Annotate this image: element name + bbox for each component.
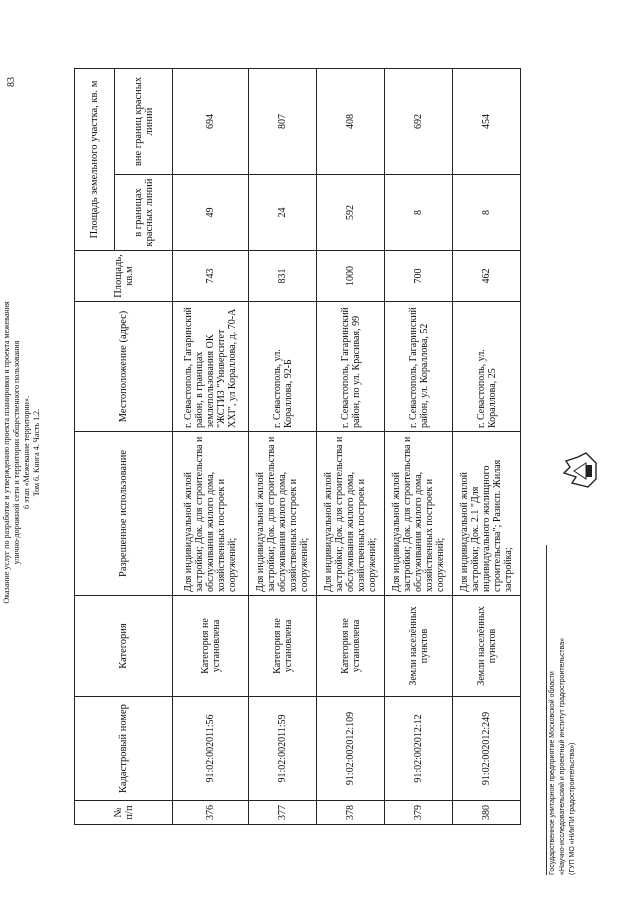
table-row — [317, 68, 385, 824]
cell-within: 8 — [385, 175, 453, 251]
footer-line-1: Государственное унитарное предприятие Московской области — [549, 671, 556, 875]
cell-cadastral: 91:02:002011:59 — [249, 697, 317, 801]
header-within: в границах красных линий — [115, 175, 173, 251]
cell-num: 380 — [453, 801, 521, 825]
header-permitted-use: Разрешенное использование — [75, 432, 173, 596]
table-row — [173, 68, 249, 824]
header-line-4: Том 6. Книга 4. Часть 1.2. — [32, 408, 41, 497]
header-line-1: Оказание услуг по разработке и утверждению проекта планировки и проекта межевания — [2, 301, 11, 604]
cell-area: 831 — [249, 251, 317, 302]
cell-outside: 807 — [249, 68, 317, 174]
header-category: Категория — [75, 596, 173, 697]
cell-category: Земли населённых пунктов — [453, 596, 521, 697]
footer-organization — [548, 638, 578, 875]
cell-area: 700 — [385, 251, 453, 302]
cell-area: 1000 — [317, 251, 385, 302]
cell-within: 49 — [173, 175, 249, 251]
footer-line-3: (ГУП МО «НИиПИ градостроительства») — [569, 742, 576, 875]
header-land-area: Площадь земельного участка, кв. м — [75, 68, 115, 250]
cell-num: 379 — [385, 801, 453, 825]
cell-cadastral: 91:02:002012:249 — [453, 697, 521, 801]
document-header — [2, 0, 42, 905]
institute-logo-icon — [558, 449, 602, 493]
cell-area: 743 — [173, 251, 249, 302]
header-cadastral: Кадастровый номер — [75, 697, 173, 801]
header-num: № п/п — [75, 801, 173, 825]
page-number: 83 — [6, 77, 17, 87]
cell-outside: 692 — [385, 68, 453, 174]
cell-category: Категория не установлена — [173, 596, 249, 697]
footer-divider — [546, 545, 547, 875]
cell-use: Для индивидуальной жилой застройки; Док. 2.1 "Для индивидуального жилищного строительства"; Разисп. Жилая застройка; — [453, 432, 521, 596]
header-location: Местоположение (адрес) — [75, 302, 173, 432]
cell-use: Для индивидуальной жилой застройки; Док. для строительства и обслуживания жилого дома, хозяйственных построек и сооружений; — [173, 432, 249, 596]
cell-use: Для индивидуальной жилой застройки; Док. для строительства и обслуживания жилого дома, хозяйственных построек и сооружений; — [317, 432, 385, 596]
cell-category: Категория не установлена — [249, 596, 317, 697]
cell-outside: 408 — [317, 68, 385, 174]
cell-location: г. Севастополь, Гагаринский район, ул. Кораллова, 52 — [385, 302, 453, 432]
cell-category: Категория не установлена — [317, 596, 385, 697]
cell-outside: 694 — [173, 68, 249, 174]
table-row — [385, 68, 453, 824]
cell-area: 462 — [453, 251, 521, 302]
table-row — [249, 68, 317, 824]
land-plots-table — [74, 68, 521, 825]
cell-num: 376 — [173, 801, 249, 825]
cell-outside: 454 — [453, 68, 521, 174]
cell-cadastral: 91:02:002012:109 — [317, 697, 385, 801]
cell-location: г. Севастополь, ул. Кораллова, 92-Б — [249, 302, 317, 432]
header-line-2: улично-дорожной сети и территории общественного пользования — [12, 340, 21, 565]
header-area: Площадь, кв.м — [75, 251, 173, 302]
cell-location: г. Севастополь, Гагаринский район, по ул. Красивая, 99 — [317, 302, 385, 432]
table-row — [453, 68, 521, 824]
header-outside: вне границ красных линий — [115, 68, 173, 174]
header-line-3: 6 этап «Межевание территории». — [22, 396, 31, 509]
cell-location: г. Севастополь, ул. Кораллова, 25 — [453, 302, 521, 432]
cell-within: 592 — [317, 175, 385, 251]
cell-within: 8 — [453, 175, 521, 251]
cell-num: 377 — [249, 801, 317, 825]
cell-cadastral: 91:02:002012:12 — [385, 697, 453, 801]
cell-within: 24 — [249, 175, 317, 251]
cell-use: Для индивидуальной жилой застройки; Док. для строительства и обслуживания жилого дома, хозяйственных построек и сооружений; — [249, 432, 317, 596]
cell-cadastral: 91:02:002011:56 — [173, 697, 249, 801]
footer-line-2: «Научно-исследовательский и проектный институт градостроительства» — [559, 637, 566, 875]
cell-num: 378 — [317, 801, 385, 825]
cell-use: Для индивидуальной жилой застройки; Док. для строительства и обслуживания жилого дома, хозяйственных построек и сооружений; — [385, 432, 453, 596]
cell-location: г. Севастополь, Гагаринский район, в границах землепользования ОК "ЖСТИЗ "Университет XXI", ул Кораллова, д. 70-А — [173, 302, 249, 432]
cell-category: Земли населённых пунктов — [385, 596, 453, 697]
